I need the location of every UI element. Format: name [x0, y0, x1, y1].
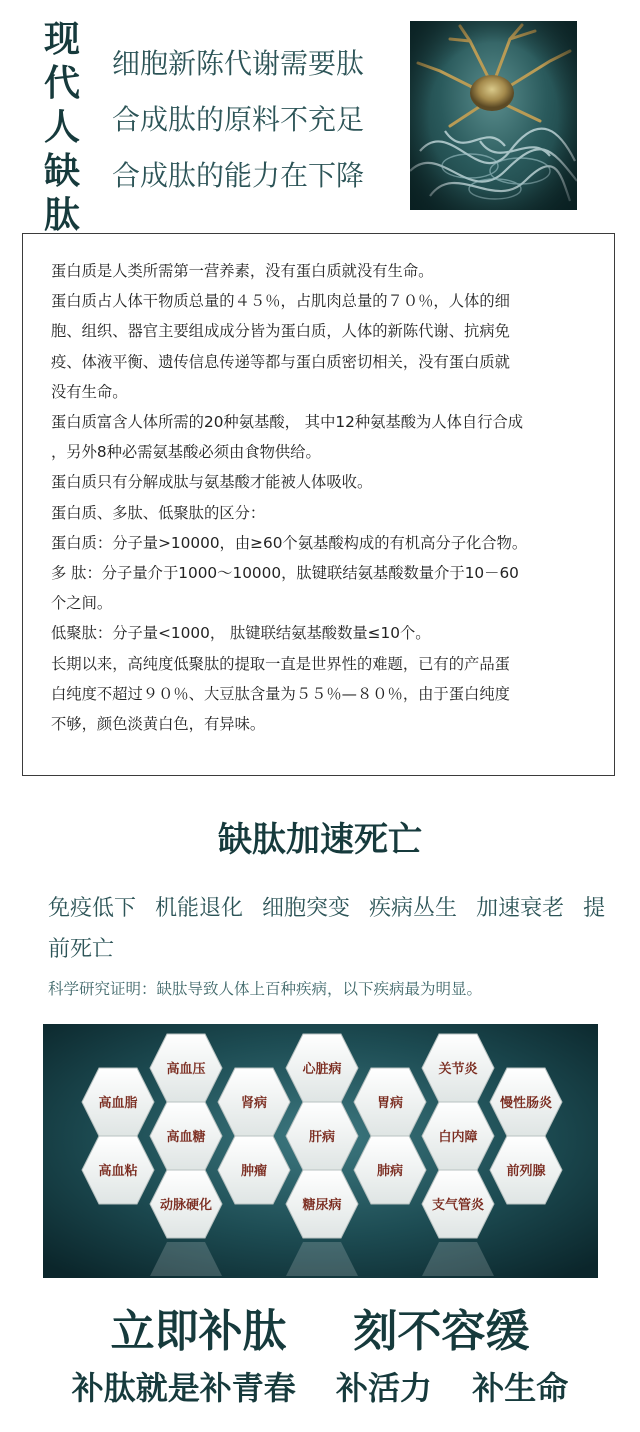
symptom-item: 加速衰老	[476, 896, 565, 921]
disease-label: 白内障	[438, 1130, 478, 1145]
symptom-list	[48, 888, 608, 970]
slogan-part: 补生命	[472, 1369, 569, 1407]
hex-reflection	[150, 1242, 494, 1276]
reason-item: 合成肽的能力在下降	[112, 159, 365, 192]
slogan-part: 补肽就是补青春	[71, 1369, 296, 1407]
info-line: 不够，颜色淡黄白色，有异味。	[51, 715, 266, 734]
info-line: 胞、组织、器官主要组成成分皆为蛋白质，人体的新陈代谢、抗病免	[51, 322, 510, 341]
side-title-char: 代	[43, 63, 80, 104]
info-line: 低聚肽：分子量<1000， 肽键联结氨基酸数量≤10个。	[51, 624, 431, 643]
footer-slogan-primary	[0, 1302, 640, 1362]
info-line: 蛋白质只有分解成肽与氨基酸才能被人体吸收。	[51, 473, 373, 492]
reason-item: 合成肽的原料不充足	[112, 103, 365, 136]
reason-list	[112, 36, 364, 204]
disease-label: 前列腺	[506, 1164, 546, 1179]
symptom-item: 细胞突变	[262, 896, 351, 921]
side-title	[42, 18, 82, 238]
side-title-char: 人	[43, 107, 80, 148]
disease-label: 支气管炎	[431, 1198, 485, 1213]
info-line: ，另外8种必需氨基酸必须由食物供给。	[51, 443, 321, 462]
symptom-item: 提前死亡	[48, 896, 606, 962]
disease-label: 高血粘	[98, 1164, 138, 1179]
disease-label: 肝病	[308, 1130, 336, 1145]
cell-illustration	[410, 21, 577, 210]
disease-label: 心脏病	[302, 1062, 342, 1077]
disease-label: 胃病	[376, 1096, 404, 1111]
info-line: 白纯度不超过９０％、大豆肽含量为５５％—８０％，由于蛋白纯度	[51, 684, 510, 703]
side-title-char: 现	[43, 19, 80, 60]
section-heading: 缺肽加速死亡	[218, 820, 422, 860]
disease-label: 高血糖	[166, 1130, 206, 1145]
symptom-item: 疾病丛生	[369, 896, 458, 921]
disease-label: 肿瘤	[240, 1164, 268, 1179]
symptom-item: 免疫低下	[48, 896, 137, 921]
footer-slogan-secondary	[0, 1363, 640, 1413]
info-line: 蛋白质富含人体所需的20种氨基酸， 其中12种氨基酸为人体自行合成	[51, 413, 524, 432]
disease-panel	[43, 1024, 598, 1278]
info-line: 蛋白质、多肽、低聚肽的区分：	[51, 503, 266, 522]
info-line: 没有生命。	[51, 382, 128, 401]
info-line: 个之间。	[51, 594, 113, 613]
side-title-char: 缺	[43, 151, 80, 192]
disease-label: 高血压	[166, 1062, 206, 1077]
disease-label: 关节炎	[438, 1062, 478, 1077]
research-note: 科学研究证明：缺肽导致人体上百种疾病，以下疾病最为明显。	[48, 980, 483, 998]
info-line: 蛋白质是人类所需第一营养素，没有蛋白质就没有生命。	[51, 262, 434, 280]
disease-label: 肺病	[376, 1164, 404, 1179]
disease-hex-grid	[43, 1024, 598, 1278]
info-line: 疫、体液平衡、遗传信息传递等都与蛋白质密切相关，没有蛋白质就	[51, 352, 510, 371]
reason-item: 细胞新陈代谢需要肽	[112, 47, 365, 80]
side-title-char: 肽	[43, 195, 80, 236]
disease-label: 肾病	[240, 1096, 268, 1111]
symptom-item: 机能退化	[155, 896, 244, 921]
neuron-image	[410, 21, 577, 210]
slogan-part: 补活力	[335, 1369, 432, 1407]
disease-label: 高血脂	[98, 1096, 138, 1111]
slogan-part: 刻不容缓	[353, 1306, 530, 1357]
disease-label: 慢性肠炎	[499, 1096, 553, 1111]
info-line: 蛋白质占人体干物质总量的４５％，占肌肉总量的７０％，人体的细	[51, 292, 510, 311]
info-line: 长期以来，高纯度低聚肽的提取一直是世界性的难题，已有的产品蛋	[51, 654, 510, 673]
disease-label: 动脉硬化	[159, 1198, 213, 1213]
info-line: 蛋白质：分子量>10000，由≥60个氨基酸构成的有机高分子化合物。	[51, 533, 528, 552]
slogan-part: 立即补肽	[110, 1306, 287, 1357]
protein-info-box	[22, 233, 615, 776]
info-line: 多 肽：分子量介于1000～10000，肽键联结氨基酸数量介于10－60	[51, 564, 519, 583]
disease-label: 糖尿病	[302, 1198, 342, 1213]
